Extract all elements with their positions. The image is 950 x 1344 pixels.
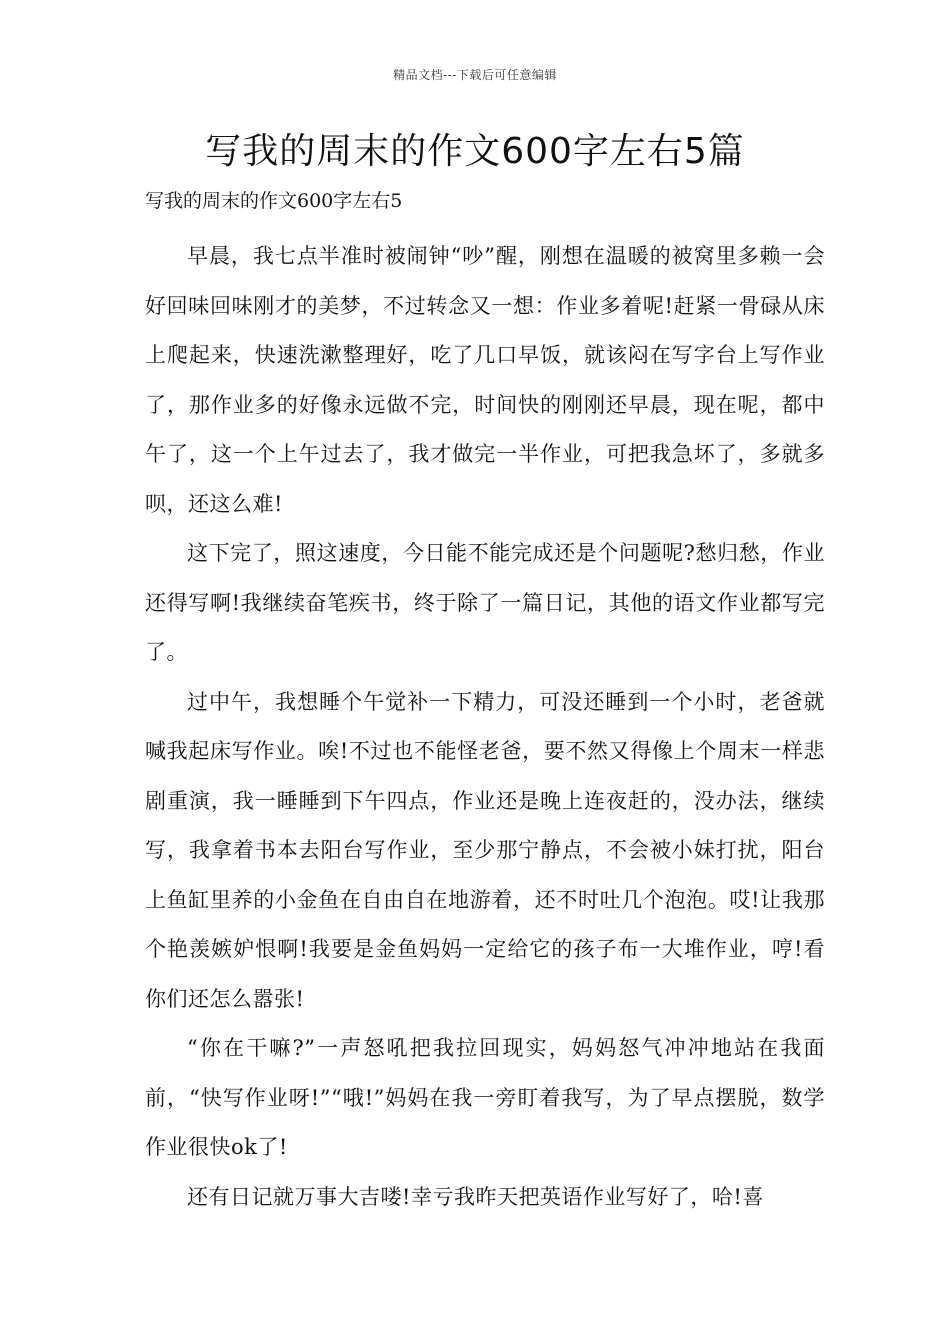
header-note: 精品文档---下载后可任意编辑 xyxy=(393,68,557,82)
document-title: 写我的周末的作文600字左右5篇 xyxy=(205,131,745,172)
paragraph: 早晨，我七点半准时被闹钟“吵”醒，刚想在温暖的被窝里多赖一会好回味回味刚才的美梦，不过转念又一想：作业多着呢!赶紧一骨碌从床上爬起来，快速洗漱整理好，吃了几口早饭，就该闷在写字台上写作业了，那作业多的好像永远做不完，时间快的刚刚还早晨，现在呢，都中午了，这一个上午过去了，我才做完一半作业，可把我急坏了，多就多呗，还这么难! xyxy=(145,244,825,516)
paragraph: 过中午，我想睡个午觉补一下精力，可没还睡到一个小时，老爸就喊我起床写作业。唉!不过也不能怪老爸，要不然又得像上个周末一样悲剧重演，我一睡睡到下午四点，作业还是晚上连夜赶的，没办法，继续写，我拿着书本去阳台写作业，至少那宁静点，不会被小妹打扰，阳台上鱼缸里养的小金鱼在自由自在地游着，还不时吐几个泡泡。哎!让我那个艳羡嫉妒恨啊!我要是金鱼妈妈一定给它的孩子布一大堆作业，哼!看你们还怎么嚣张! xyxy=(145,689,825,1011)
document-subtitle: 写我的周末的作文600字左右5 xyxy=(145,190,403,212)
paragraph: “你在干嘛?”一声怒吼把我拉回现实，妈妈怒气冲冲地站在我面前，“快写作业呀!”“哦!”妈妈在我一旁盯着我写，为了早点摆脱，数学作业很快ok了! xyxy=(145,1036,825,1159)
paragraph: 这下完了，照这速度，今日能不能完成还是个问题呢?愁归愁，作业还得写啊!我继续奋笔疾书，终于除了一篇日记，其他的语文作业都写完了。 xyxy=(145,541,825,664)
paragraph: 还有日记就万事大吉喽!幸亏我昨天把英语作业写好了，哈!喜 xyxy=(187,1184,764,1209)
document-body xyxy=(145,232,825,1222)
